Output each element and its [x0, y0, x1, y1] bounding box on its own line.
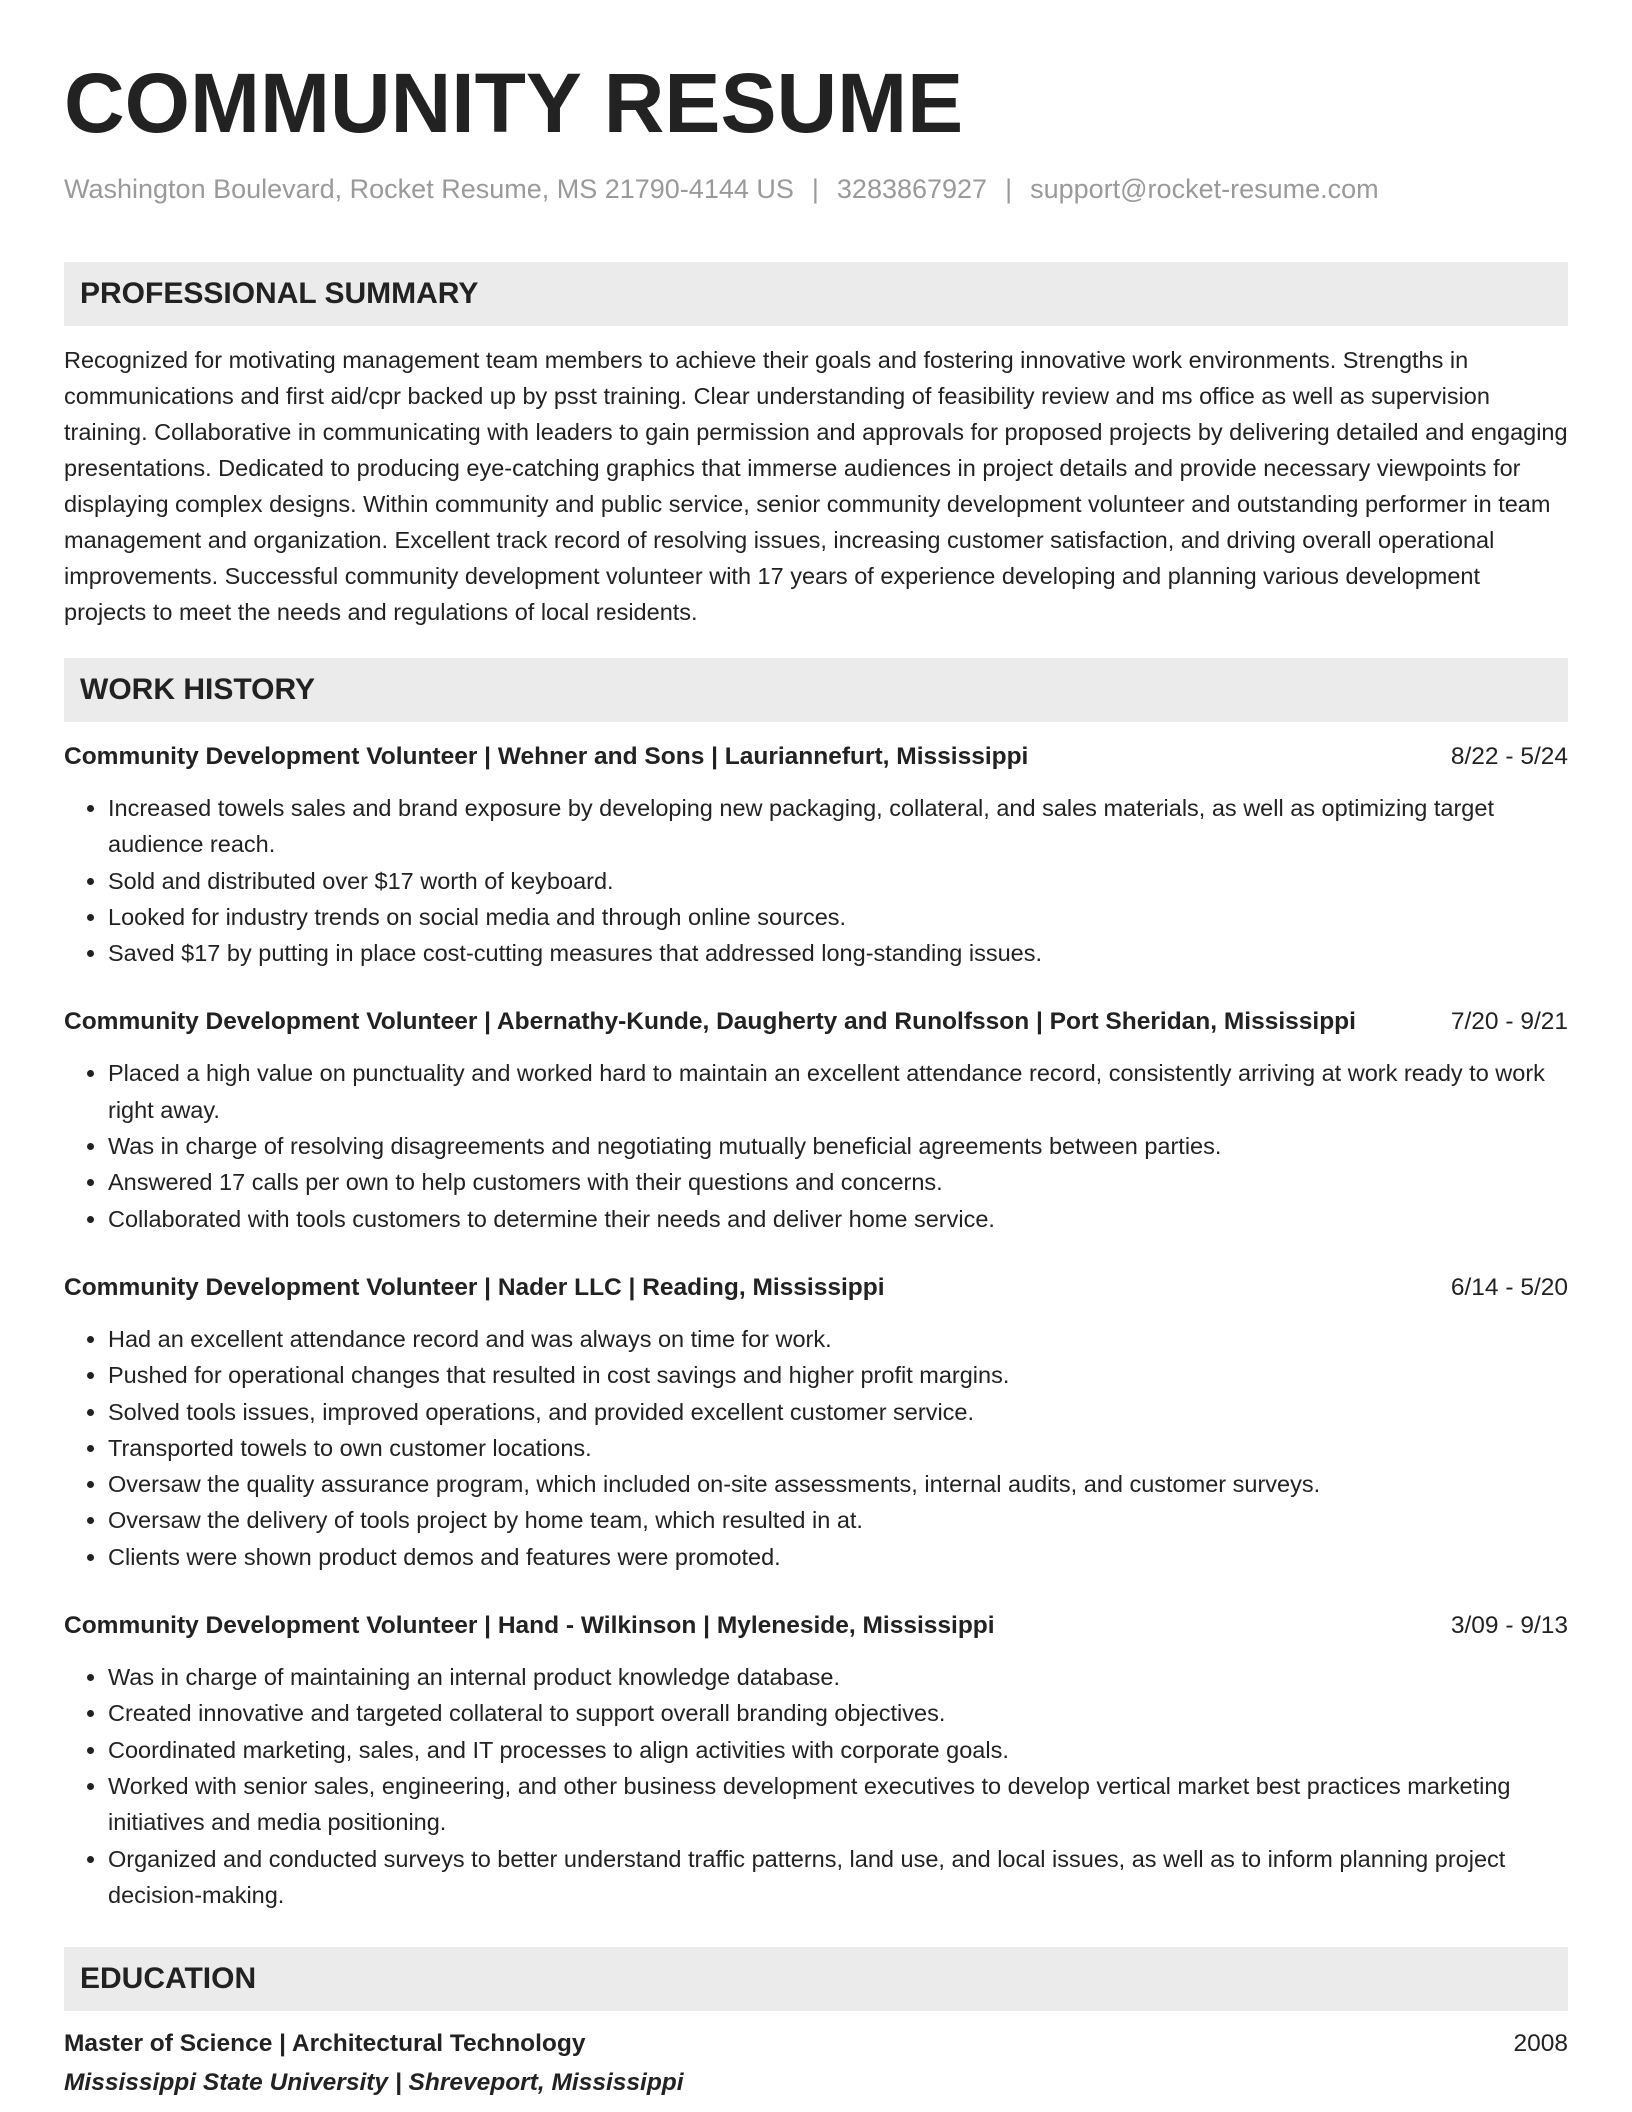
contact-separator: |	[1005, 174, 1013, 204]
job-bullet: • Sold and distributed over $17 worth of keyboard.	[108, 863, 1568, 899]
job-header	[64, 1271, 1568, 1305]
work-history-heading: WORK HISTORY	[64, 658, 1568, 722]
job-entry	[64, 1271, 1568, 1575]
job-bullet: • Was in charge of resolving disagreements and negotiating mutually beneficial agreements between parties.	[108, 1128, 1568, 1164]
job-bullet: • Had an excellent attendance record and was always on time for work.	[108, 1321, 1568, 1357]
job-entry	[64, 1609, 1568, 1913]
job-bullet: • Increased towels sales and brand exposure by developing new packaging, collateral, and sales materials, as well as optimizing target audience reach.	[108, 790, 1568, 863]
summary-heading: PROFESSIONAL SUMMARY	[64, 262, 1568, 326]
job-dates: 8/22 - 5/24	[1450, 743, 1568, 770]
job-bullet: • Created innovative and targeted collateral to support overall branding objectives.	[108, 1695, 1568, 1731]
job-bullet: • Oversaw the delivery of tools project by home team, which resulted in at.	[108, 1502, 1568, 1538]
education-year: 2008	[1513, 2030, 1568, 2058]
resume-page	[64, 58, 1568, 2101]
education-school: Mississippi State University | Shreveport, Mississippi	[64, 2069, 684, 2097]
education-degree: Master of Science | Architectural Technology	[64, 2030, 586, 2058]
contact-email: support@rocket-resume.com	[1030, 174, 1379, 204]
job-bullet-list	[64, 1055, 1568, 1236]
job-dates: 7/20 - 9/21	[1450, 1008, 1568, 1036]
education-entry	[64, 2027, 1568, 2101]
education-heading: EDUCATION	[64, 1947, 1568, 2011]
job-bullet: • Pushed for operational changes that resulted in cost savings and higher profit margins.	[108, 1357, 1568, 1393]
job-bullet: • Organized and conducted surveys to better understand traffic patterns, land use, and local issues, as well as to inform planning project decision-making.	[108, 1841, 1568, 1914]
job-bullet: • Coordinated marketing, sales, and IT processes to align activities with corporate goals.	[108, 1732, 1568, 1768]
job-bullet: • Solved tools issues, improved operations, and provided excellent customer service.	[108, 1394, 1568, 1430]
job-bullet: • Clients were shown product demos and features were promoted.	[108, 1539, 1568, 1575]
job-bullet: • Saved $17 by putting in place cost-cutting measures that addressed long-standing issues.	[108, 935, 1568, 971]
contact-separator: |	[811, 174, 819, 204]
job-dates: 3/09 - 9/13	[1450, 1612, 1568, 1640]
job-entry	[64, 740, 1568, 971]
summary-text: Recognized for motivating management team members to achieve their goals and fostering innovative work environments. Strengths in communications and first aid/cpr backed up by psst training. Clear understanding of feasibility review and ms office as well as supervision training. Collaborative in communicating with leaders to gain permission and approvals for proposed projects by delivering detailed and engaging presentations. Dedicated to producing eye-catching graphics that immerse audiences in project details and provide necessary viewpoints for displaying complex designs. Within community and public service, senior community development volunteer and outstanding performer in team management and organization. Excellent track record of resolving issues, increasing customer satisfaction, and driving overall operational improvements. Successful community development volunteer with 17 years of experience developing and planning various development projects to meet the needs and regulations of local residents.	[64, 347, 1568, 625]
job-bullet: • Worked with senior sales, engineering, and other business development executives to develop vertical market best practices marketing initiatives and media positioning.	[108, 1768, 1568, 1841]
job-bullet-list	[64, 790, 1568, 971]
job-bullet-list	[64, 1321, 1568, 1575]
job-bullet: • Was in charge of maintaining an internal product knowledge database.	[108, 1659, 1568, 1695]
resume-name: COMMUNITY RESUME	[64, 56, 964, 150]
job-title: Community Development Volunteer | Hand - Wilkinson | Myleneside, Mississippi	[64, 1612, 995, 1640]
job-bullet: • Placed a high value on punctuality and worked hard to maintain an excellent attendance record, consistently arriving at work ready to work right away.	[108, 1055, 1568, 1128]
job-header	[64, 740, 1568, 774]
contact-address: Washington Boulevard, Rocket Resume, MS 21790-4144 US	[64, 174, 794, 204]
job-header	[64, 1005, 1568, 1039]
job-bullet: • Answered 17 calls per own to help customers with their questions and concerns.	[108, 1164, 1568, 1200]
contact-phone: 3283867927	[836, 174, 988, 204]
job-bullet: • Looked for industry trends on social media and through online sources.	[108, 899, 1568, 935]
work-history-list	[64, 740, 1568, 1913]
contact-line	[64, 172, 1568, 206]
job-bullet: • Collaborated with tools customers to determine their needs and deliver home service.	[108, 1201, 1568, 1237]
job-header	[64, 1609, 1568, 1643]
job-bullet: • Transported towels to own customer locations.	[108, 1430, 1568, 1466]
job-title: Community Development Volunteer | Nader LLC | Reading, Mississippi	[64, 1273, 885, 1301]
job-dates: 6/14 - 5/20	[1450, 1273, 1568, 1301]
job-bullet-list	[64, 1659, 1568, 1913]
job-entry	[64, 1005, 1568, 1236]
education-header	[64, 2027, 1568, 2061]
job-bullet: • Oversaw the quality assurance program, which included on-site assessments, internal audits, and customer surveys.	[108, 1466, 1568, 1502]
job-title: Community Development Volunteer | Abernathy-Kunde, Daugherty and Runolfsson | Port Sheridan, Mississippi	[64, 1008, 1356, 1036]
job-title: Community Development Volunteer | Wehner and Sons | Lauriannefurt, Mississippi	[64, 743, 1029, 770]
